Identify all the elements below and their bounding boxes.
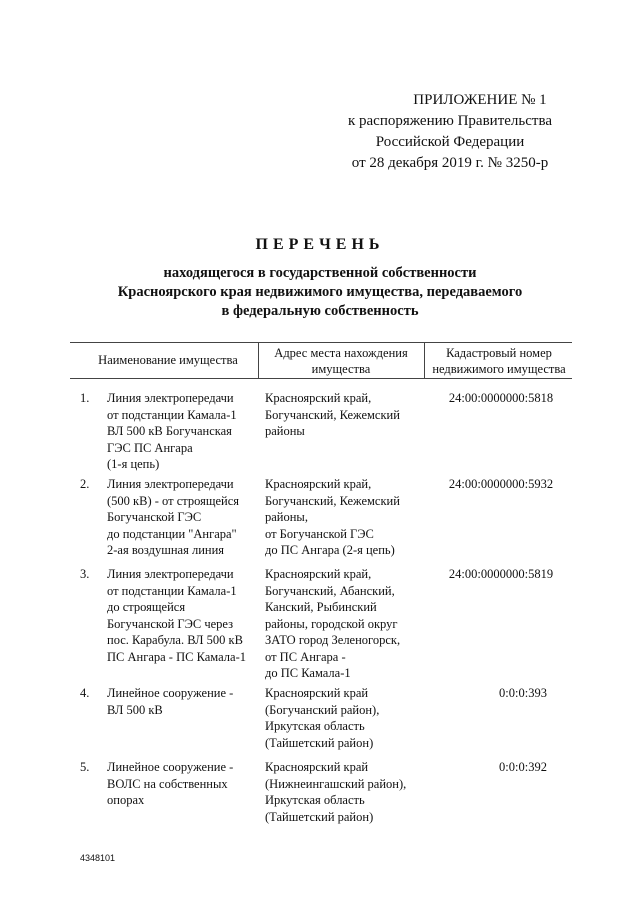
subtitle-line: Красноярского края недвижимого имущества, передаваемого [117,284,523,300]
address-line: до ПС Камала-1 [265,666,351,680]
property-name [107,759,257,809]
header-cadastral [426,345,572,377]
appendix-block [330,90,570,174]
name-line: Линейное сооружение - [107,760,234,774]
name-line: Линейное сооружение - [107,686,234,700]
row-number: 1. [80,391,90,405]
cadastral-number: 24:00:0000000:5932 [448,477,554,491]
address-line: Богучанский, Абанский, [265,583,395,598]
header-cadastral-line: недвижимого имущества [432,362,566,376]
name-line: опорах [107,793,145,807]
address-line: ЗАТО город Зеленогорск, [265,633,401,647]
cadastral-number: 24:00:0000000:5819 [448,567,554,581]
address-line: Красноярский край [265,686,369,700]
address-line: от Богучанской ГЭС [265,526,374,541]
property-address [265,759,430,825]
property-name [107,566,257,665]
header-address-line: имущества [311,362,371,376]
document-subtitle [100,264,540,321]
header-address [260,345,422,377]
table-header-border [70,378,572,379]
address-line: Иркутская область [265,793,365,807]
row-number: 4. [80,686,90,700]
address-line: районы, городской округ [265,616,398,631]
property-name [107,685,257,718]
address-line: Канский, Рыбинский [265,600,377,614]
address-line: (Богучанский район), [265,702,380,717]
appendix-line: Российской Федерации [375,134,525,150]
name-line: (500 кВ) - от строящейся [107,493,240,508]
document-code: 4348101 [80,853,116,863]
address-line: (Тайшетский район) [265,735,374,750]
name-line: Линия электропередачи [107,477,234,491]
address-line: Красноярский край, [265,391,372,405]
address-line: (Нижнеингашский район), [265,776,407,791]
name-line: до строящейся [107,600,186,614]
name-line: от подстанции Камала-1 [107,407,237,422]
appendix-title: ПРИЛОЖЕНИЕ № 1 [413,92,547,108]
address-line: Красноярский край [265,760,369,774]
property-name [107,390,257,473]
address-line: Иркутская область [265,719,365,733]
property-address [265,566,430,682]
address-line: до ПС Ангара (2-я цепь) [265,543,395,557]
address-line: (Тайшетский район) [265,809,374,824]
property-address [265,476,430,559]
appendix-line: к распоряжению Правительства [347,113,552,129]
document-title: ПЕРЕЧЕНЬ [255,236,385,253]
name-line: ПС Ангара - ПС Камала-1 [107,649,246,664]
address-line: районы [265,424,305,438]
cadastral-number: 0:0:0:393 [499,686,547,700]
name-line: от подстанции Камала-1 [107,583,237,598]
address-line: Красноярский край, [265,477,372,491]
cadastral-number: 0:0:0:392 [499,760,547,774]
address-line: Красноярский край, [265,567,372,581]
row-number: 2. [80,477,90,491]
header-cadastral-line: Кадастровый номер [446,346,552,360]
name-line: Богучанской ГЭС [107,510,202,524]
name-line: Линия электропередачи [107,391,234,405]
name-line: ВОЛС на собственных [107,776,228,791]
cadastral-number: 24:00:0000000:5818 [448,391,554,405]
property-address [265,390,430,440]
address-line: Богучанский, Кежемский [265,407,400,422]
name-line: ВЛ 500 кВ [107,702,163,717]
address-line: районы, [265,510,308,524]
column-divider [424,342,425,378]
column-divider [258,342,259,378]
table-top-border [70,342,572,343]
header-address-line: Адрес места нахождения [274,346,408,360]
row-number: 5. [80,760,90,774]
property-address [265,685,430,751]
name-line: ГЭС ПС Ангара [107,440,193,455]
name-line: (1-я цепь) [107,457,160,471]
appendix-date: от 28 декабря 2019 г. № 3250-р [351,155,549,171]
name-line: ВЛ 500 кВ Богучанская [107,424,232,438]
name-line: Линия электропередачи [107,567,234,581]
header-name: Наименование имущества [98,353,238,367]
name-line: Богучанской ГЭС через [107,616,234,631]
subtitle-line: в федеральную собственность [221,303,419,319]
subtitle-line: находящегося в государственной собственности [163,265,477,281]
name-line: 2-ая воздушная линия [107,543,225,557]
address-line: от ПС Ангара - [265,649,346,664]
address-line: Богучанский, Кежемский [265,493,400,508]
property-name [107,476,257,559]
name-line: пос. Карабула. ВЛ 500 кВ [107,633,243,647]
name-line: до подстанции "Ангара" [107,526,237,541]
row-number: 3. [80,567,90,581]
